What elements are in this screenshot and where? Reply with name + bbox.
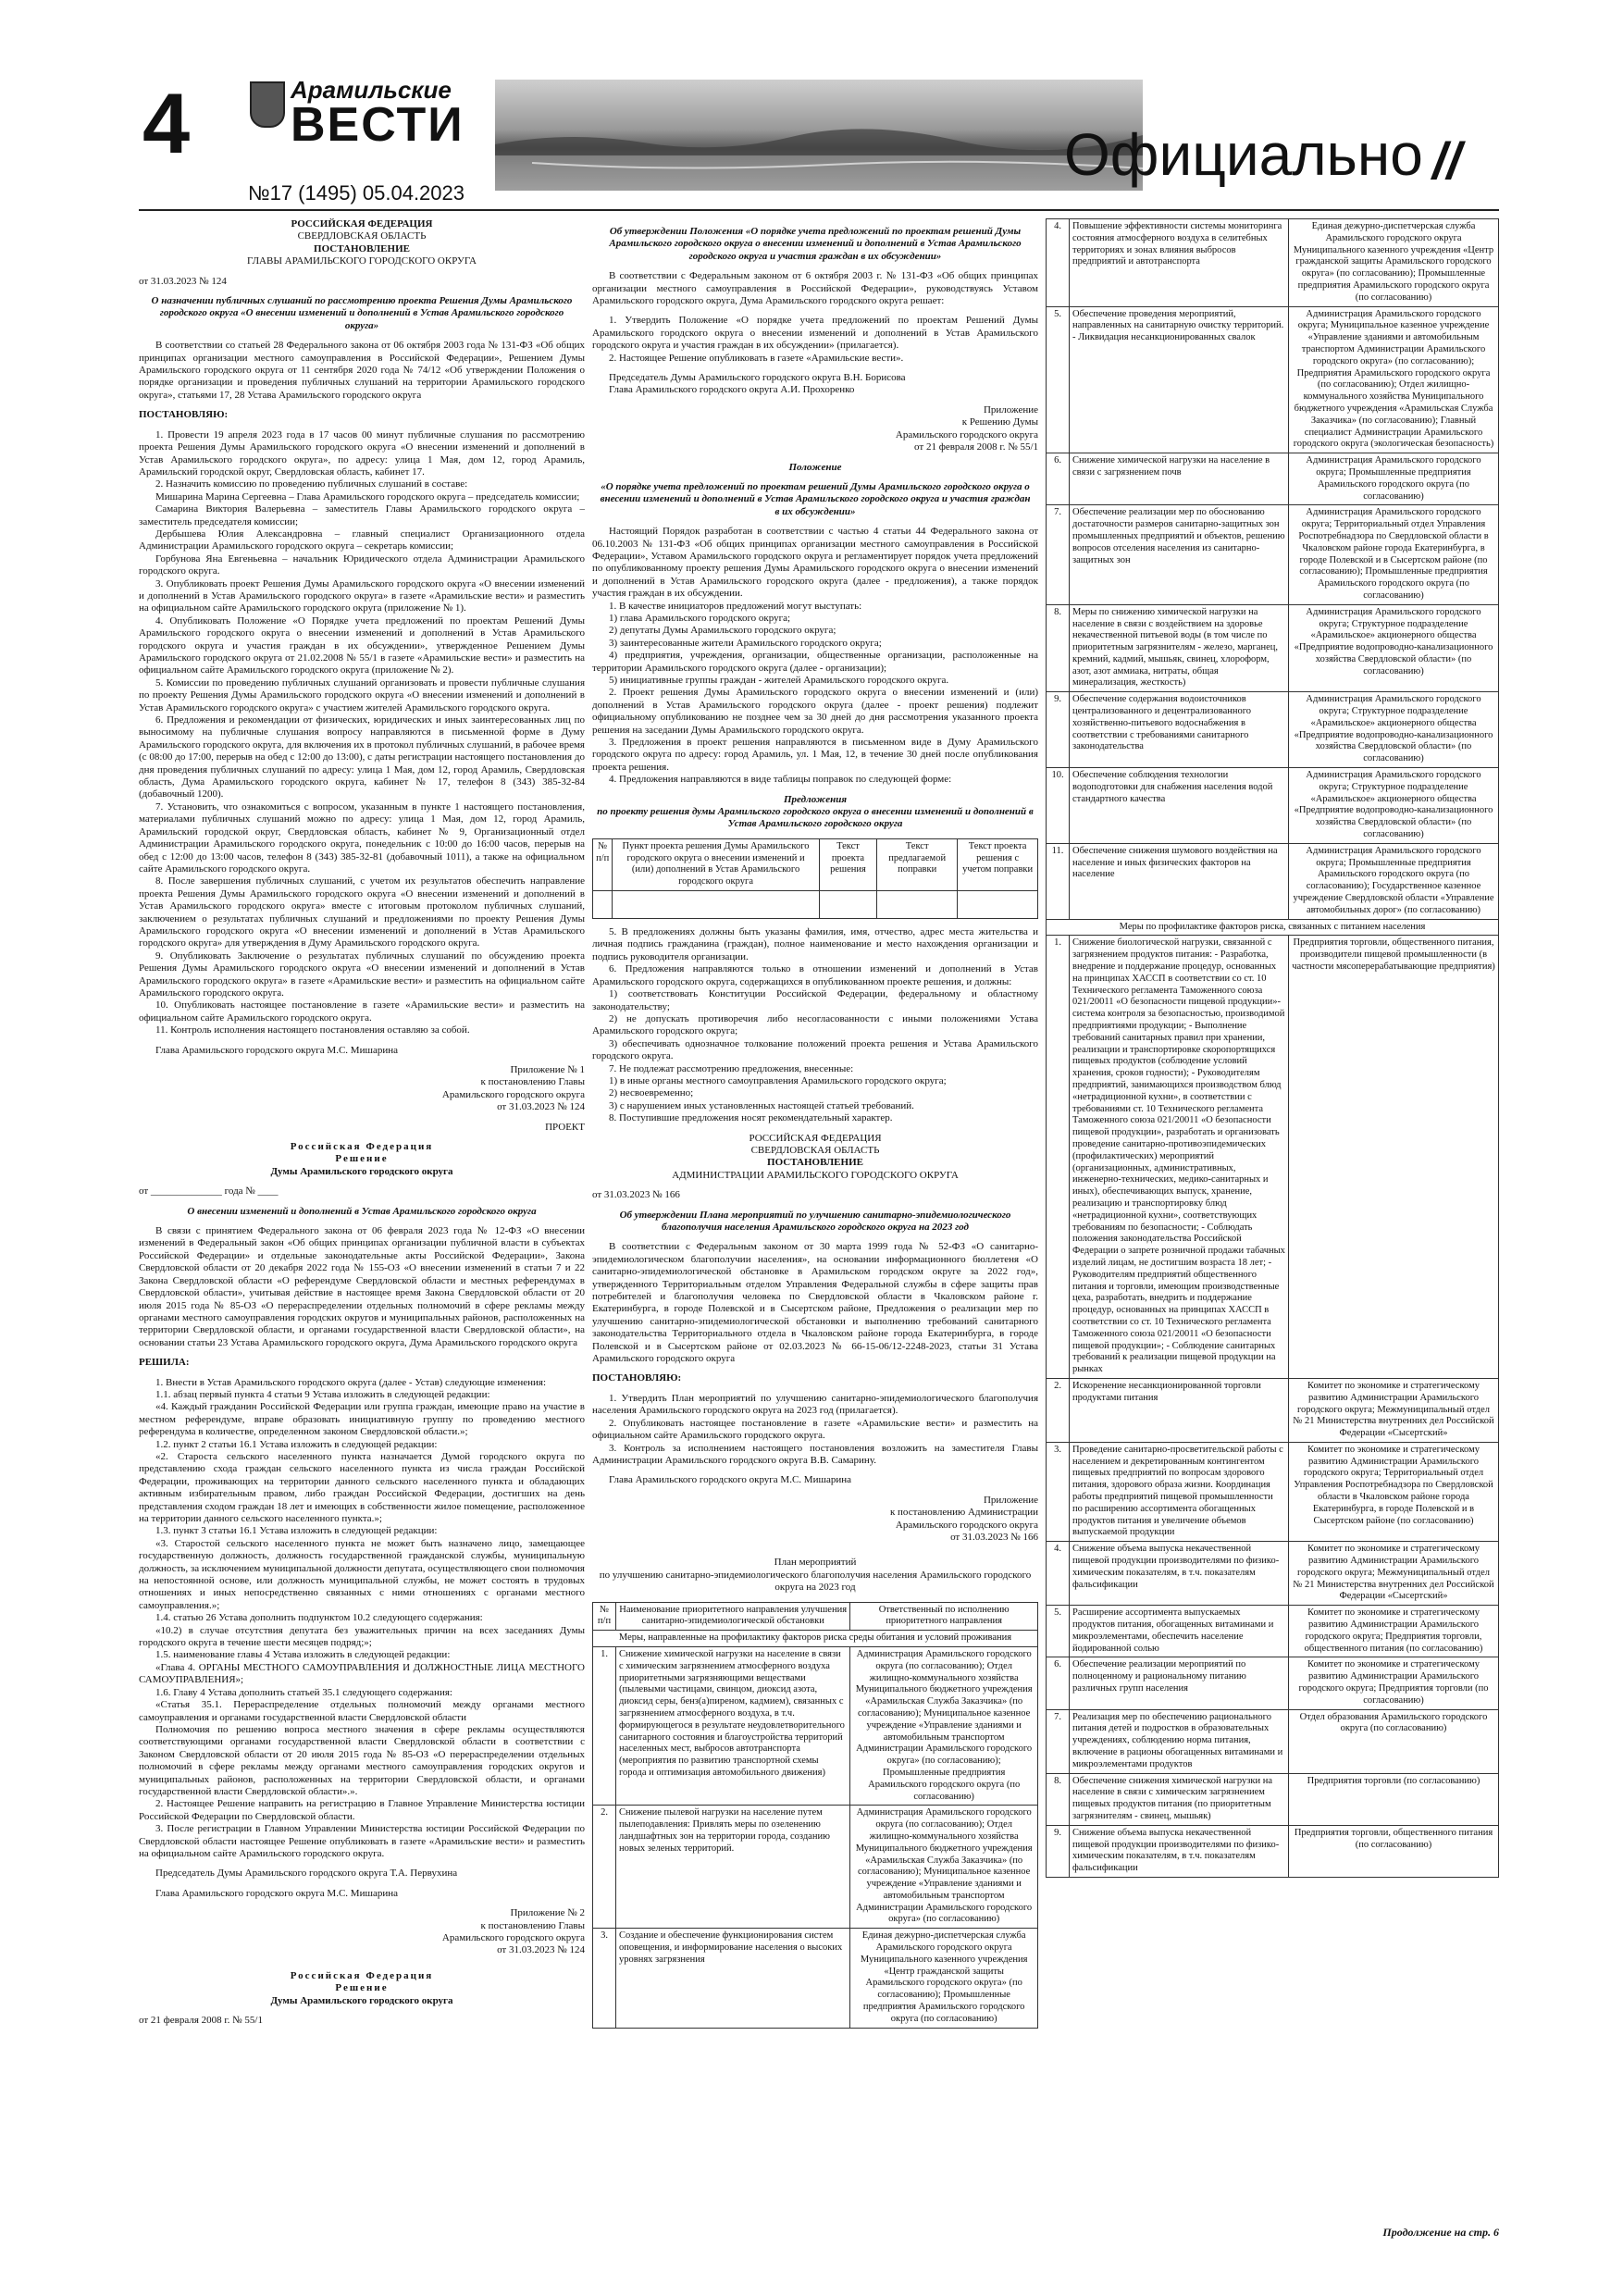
responsible-cell: Комитет по экономике и стратегическому развитию Администрации Арамильского городского округа; Межмуниципальный отдел № 21 Министерства внутренних дел Российской Федерации «Сысертский» xyxy=(1289,1542,1499,1606)
measure-cell: Снижение биологической нагрузки, связанной с загрязнением продуктов питания: - Разработка, внедрение и поддержание процедур, основанных на принципах ХАССП в соответствии со ст. 10 Технического регламента Таможенного союза 021/20011 «О безопасности пищевой продукции»-система контроля за безопасностью, производимой предприятиями продукции; - Выполнение требований санитарных правил при хранении, реализации и транспортировке скоропортящихся пищевых продуктов (соблюдение условий хранения, сроков годности); - Руководителям предприятий, занимающихся производством блюд «нетрадиционной кухни», в соответствии с требованиями ст. 10 Технического регламента Таможенного союза 021/20011 «О безопасности пищевой продукции», разработать и организовать проведение санитарно-противоэпидемических (профилактических) мероприятий (организационных, административных, инженерно-технических, медико-санитарных и иных), обеспечивающих выпуск, хранение, реализацию и транспортировку блюд «нетрадиционной кухни», соответствующих требованиям по безопасности; - Соблюдать положения законодательства Российской Федерации о запрете розничной продажи табачных изделий лицам, не достигшим возраста 18 лет; - Руководителям предприятий общественного питания и торговли, имеющим производственные цеха, разработать, внедрить и поддержание процедур, основанных на принципах ХАССП в соответствии со ст. 10 Технического регламента Таможенного союза 021/20011 «О безопасности пищевой продукции»; - Соблюдение санитарных требований к реализации пищевой продукции на рынках xyxy=(1070,936,1289,1378)
table-row xyxy=(593,891,1038,919)
responsible-cell: Отдел образования Арамильского городского округа (по согласованию) xyxy=(1289,1709,1499,1773)
paragraph: 1) в иные органы местного самоуправления Арамильского городского округа; xyxy=(609,1074,947,1086)
responsible-cell: Администрация Арамильского городского округа (по согласованию); Отдел жилищно-коммунального хозяйства Муниципального бюджетного учреждения «Арамильская Служба Заказчика» (по согласованию); Муниципальное казенное учреждение «Управление зданиями и автомобильным транспортом Администрации Арамильского городского округа» (по согласованию); Промышленные предприятия Арамильского городского округа (по согласованию) xyxy=(850,1646,1038,1805)
paragraph: 11. Контроль исполнения настоящего постановления оставляю за собой. xyxy=(155,1024,470,1036)
row-number: 6. xyxy=(1047,453,1070,505)
paragraph: В связи с принятием Федерального закона от 06 февраля 2023 года № 12-ФЗ «О внесении изменений в Федеральный закон «Об общих принципах организации публичной власти в субъектах Российской Федерации» и отдельные законодательные акты Российской Федерации», Закона Свердловской области от 20 декабря 2022 года № 155-ОЗ «О внесении изменений в статьи 7 и 22 Закона Свердловской области «О референдуме Свердловской области и местных референдумах в Свердловской области», учитывая действие в настоящее время Закона Свердловской области от 20 июля 2015 года № 85-ОЗ «О перераспределении отдельных полномочий в сфере рекламы между органами местного самоуправления городских округов и муниципальных районов, расположенных на территории Свердловской области, и органами государственной власти Свердловской области», на основании статьи 23 Устава Арамильского городского округа, Дума Арамильского городского округа xyxy=(139,1225,585,1348)
table-row xyxy=(1047,505,1499,604)
responsible-cell: Предприятия торговли (по согласованию) xyxy=(1289,1773,1499,1825)
responsible-cell: Единая дежурно-диспетчерская служба Арамильского городского округа Муниципального казенного учреждения «Центр гражданской защиты Арамильского городского округа» (по согласованию); Промышленные предприятия Арамильского городского округа (по согласованию) xyxy=(1289,219,1499,307)
table-header-row xyxy=(593,1602,1038,1631)
row-number: 6. xyxy=(1047,1657,1070,1709)
doc-date: от ______________ года № ____ xyxy=(139,1185,279,1198)
column-header: Наименование приоритетного направления улучшения санитарно-эпидемиологической обстановки xyxy=(616,1602,850,1631)
paragraph: Мишарина Марина Сергеевна – Глава Арамильского городского округа – председатель комиссии; xyxy=(155,490,580,503)
heading-rf: Российская Федерация xyxy=(290,1141,434,1153)
appendix-label: Приложение № 2 xyxy=(510,1907,585,1919)
row-number: 3. xyxy=(1047,1442,1070,1541)
heading-duma: Думы Арамильского городского округа xyxy=(270,1994,453,2006)
measure-cell: Снижение химической нагрузки на население в связи с загрязнением почв xyxy=(1070,453,1289,505)
measure-cell: Создание и обеспечение функционирования систем оповещения, и информирование населения о высоких уровнях загрязнения xyxy=(616,1929,850,2028)
table-row xyxy=(593,1806,1038,1929)
row-number: 7. xyxy=(1047,505,1070,604)
appendix-label: Приложение № 1 xyxy=(510,1064,585,1075)
column-header: № п/п xyxy=(593,838,613,890)
table-row xyxy=(1047,1606,1499,1657)
section-title: Официально xyxy=(1064,121,1423,188)
signature: Глава Арамильского городского округа М.С. Мишарина xyxy=(155,1044,398,1056)
measure-cell: Обеспечение содержания водоисточников централизованного и децентрализованного хозяйственно-питьевого водоснабжения в соответствии с требованиями санитарного законодательства xyxy=(1070,692,1289,768)
paragraph: 4) предприятия, учреждения, организации, общественные организации, расположенные на территории Арамильского городского округа (далее - организации); xyxy=(592,650,1038,674)
paragraph: 1.3. пункт 3 статьи 16.1 Устава изложить в следующей редакции: xyxy=(155,1525,438,1537)
paragraph: 3. После регистрации в Главном Управлении Министерства юстиции Российской Федерации по Свердловской области настоящее Решение опубликовать в газете «Арамильские вести» и разместить на официальном сайте Арамильского городского округа. xyxy=(139,1823,585,1859)
signature: Глава Арамильского городского округа М.С. Мишарина xyxy=(155,1887,398,1899)
responsible-cell: Администрация Арамильского городского округа; Структурное подразделение «Арамильское» акционерного общества «Предприятие водопроводно-канализационного хозяйства Свердловской области» (по согласованию) xyxy=(1289,768,1499,844)
issue-number: №17 (1495) 05.04.2023 xyxy=(248,181,465,205)
paragraph: Самарина Виктория Валерьевна – заместитель Главы Арамильского городского округа – заместитель председателя комиссии; xyxy=(139,503,585,527)
row-number: 1. xyxy=(593,1646,616,1805)
heading-rf: РОССИЙСКАЯ ФЕДЕРАЦИЯ xyxy=(291,218,433,230)
table-row xyxy=(1047,604,1499,692)
decree-label: ПОСТАНОВЛЯЮ: xyxy=(139,409,229,421)
signature: Глава Арамильского городского округа А.И. Прохоренко xyxy=(609,384,855,396)
heading-duma: Думы Арамильского городского округа xyxy=(270,1165,453,1177)
heading-region: СВЕРДЛОВСКАЯ ОБЛАСТЬ xyxy=(750,1144,880,1156)
paragraph: 5. В предложениях должны быть указаны фамилия, имя, отчество, адрес места жительства и личная подпись гражданина (граждан), полное наименование и место нахождения организации и подпись руководителя организации. xyxy=(592,926,1038,962)
heading-authority: ГЛАВЫ АРАМИЛЬСКОГО ГОРОДСКОГО ОКРУГА xyxy=(247,255,477,267)
heading-rf: РОССИЙСКАЯ ФЕДЕРАЦИЯ xyxy=(749,1132,882,1144)
paragraph: 3) обеспечивать однозначное толкование положений проекта решения и Устава Арамильского городского округа. xyxy=(592,1037,1038,1062)
section-label: Меры, направленные на профилактику факторов риска среды обитания и условий проживания xyxy=(593,1631,1038,1647)
table-row xyxy=(1047,1709,1499,1773)
plan-table xyxy=(592,1602,1038,2029)
column-header: Ответственный по исполнению приоритетного направления xyxy=(850,1602,1038,1631)
responsible-cell: Администрация Арамильского городского округа; Структурное подразделение «Арамильское» акционерного общества «Предприятие водопроводно-канализационного хозяйства Свердловской области» (по согласованию) xyxy=(1289,604,1499,692)
table-row xyxy=(1047,1825,1499,1877)
appendix-label: к постановлению Главы xyxy=(480,1919,585,1931)
table-subheading: по проекту решения думы Арамильского городского округа о внесении изменений и дополнений в Устав Арамильского городского округа xyxy=(597,806,1034,830)
measure-cell: Снижение объема выпуска некачественной пищевой продукции производителями по физико-химическим показателям, в т.ч. показателям фальсификации xyxy=(1070,1825,1289,1877)
responsible-cell: Администрация Арамильского городского округа; Структурное подразделение «Арамильское» акционерного общества «Предприятие водопроводно-канализационного хозяйства Свердловской области» (по согласованию) xyxy=(1289,692,1499,768)
paragraph: 3) заинтересованные жители Арамильского городского округа; xyxy=(609,637,882,649)
paragraph: 7. Не подлежат рассмотрению предложения, внесенные: xyxy=(609,1062,854,1074)
table-row xyxy=(1047,936,1499,1378)
paragraph: 1. Утвердить План мероприятий по улучшению санитарно-эпидемиологического благополучия населения Арамильского городского округа на 2023 год (прилагается). xyxy=(592,1392,1038,1417)
responsible-cell: Предприятия торговли, общественного питания, производители пищевой промышленности (в частности мясоперерабатывающие предприятия) xyxy=(1289,936,1499,1378)
appendix-label: к Решению Думы xyxy=(961,416,1038,428)
heading-doc-type: ПОСТАНОВЛЕНИЕ xyxy=(314,242,410,254)
table-row xyxy=(1047,692,1499,768)
column-header: Текст проекта решения с учетом поправки xyxy=(958,838,1038,890)
paragraph: 6. Предложения направляются только в отношении изменений и дополнений в Устав Арамильского городского округа, содержащихся в опубликованном проекте решения, и должны: xyxy=(592,963,1038,987)
decree-label: РЕШИЛА: xyxy=(139,1357,190,1369)
paragraph: 7. Установить, что ознакомиться с вопросом, указанным в пункте 1 настоящего постановления, материалами публичных слушаний можно по адресу: улица 1 Мая, дом 12, город Арамиль, Арамильский городской округ, Свердловская область, кабинет № 9, Организационный отдел Администрации Арамильского городского округа, понедельник с 10:00 до 16:00 часов, перерыв на обед с 12:00 до 13:00 часов, телефон 8 (343) 385-32-81 (добавочный 1011), а также на официальном сайте Арамильского городского округа. xyxy=(139,800,585,875)
heading-decision: Решение xyxy=(335,1153,389,1165)
column-header: Пункт проекта решения Думы Арамильского городского округа о внесении изменений и (или) дополнений в Устав Арамильского городского округа xyxy=(613,838,819,890)
appendix-label: от 31.03.2023 № 124 xyxy=(497,1944,585,1956)
paragraph: 3. Контроль за исполнением настоящего постановления возложить на заместителя Главы Администрации Арамильского городского округа В.В. Самарину. xyxy=(592,1442,1038,1466)
table-header-row xyxy=(593,838,1038,890)
row-number: 5. xyxy=(1047,1606,1070,1657)
paragraph: 1.1. абзац первый пункта 4 статьи 9 Устава изложить в следующей редакции: xyxy=(155,1388,490,1400)
logo-word-1: Арамильские xyxy=(291,76,452,104)
paragraph: 1. В качестве инициаторов предложений могут выступать: xyxy=(609,600,862,612)
table-heading: Предложения xyxy=(783,793,848,805)
measure-cell: Обеспечение проведения мероприятий, направленных на санитарную очистку территорий. - Ликвидация несанкционированных свалок xyxy=(1070,306,1289,453)
logo-word-2: ВЕСТИ xyxy=(291,98,465,152)
responsible-cell: Комитет по экономике и стратегическому развитию Администрации Арамильского городского округа; Предприятия торговли, общественного питания (по согласованию) xyxy=(1289,1606,1499,1657)
table-row xyxy=(1047,843,1499,919)
paragraph: В соответствии с Федеральным законом от 6 октября 2003 г. № 131-ФЗ «Об общих принципах организации местного самоуправления в Российской Федерации», руководствуясь Уставом Арамильского городского округа, Дума Арамильского городского округа решает: xyxy=(592,270,1038,307)
measure-cell: Снижение пылевой нагрузки на население путем пылеподавления: Привлять меры по озеленению ландшафтных зон на территории города, созданию новых зеленых территорий. xyxy=(616,1806,850,1929)
measure-cell: Обеспечение реализации мер по обоснованию достаточности размеров санитарно-защитных зон промышленных предприятий и объектов, решению вопросов отселения населения из санитарно-защитных зон xyxy=(1070,505,1289,604)
column-header: № п/п xyxy=(593,1602,616,1631)
plan-table-continued xyxy=(1046,218,1499,1878)
responsible-cell: Комитет по экономике и стратегическому развитию Администрации Арамильского городского округа; Предприятия торговли (по согласованию) xyxy=(1289,1657,1499,1709)
table-row xyxy=(1047,453,1499,505)
signature: Председатель Думы Арамильского городского округа Т.А. Первухина xyxy=(155,1868,458,1880)
doc-title: О назначении публичных слушаний по рассмотрению проекта Решения Думы Арамильского городского округа «О внесении изменений и дополнений в Устав Арамильского городского округа» xyxy=(151,295,573,331)
responsible-cell: Администрация Арамильского городского округа (по согласованию); Отдел жилищно-коммунального хозяйства Муниципального бюджетного учреждения «Арамильская Служба Заказчика» (по согласованию); Муниципальное казенное учреждение «Управление зданиями и автомобильным транспортом Администрации Арамильского городского округа» (по согласованию) xyxy=(850,1806,1038,1929)
paragraph: 2. Настоящее Решение опубликовать в газете «Арамильские вести». xyxy=(609,352,904,364)
paragraph: 3. Предложения в проект решения направляются в письменном виде в Думу Арамильского городского округа по адресу: город Арамиль, ул. 1 Мая, 12, в течение 30 дней после опубликования проекта решения. xyxy=(592,737,1038,773)
paragraph: 4. Предложения направляются в виде таблицы поправок по следующей форме: xyxy=(609,774,952,786)
regulation-heading: Положение xyxy=(788,461,842,473)
paragraph: 2) несвоевременно; xyxy=(609,1087,694,1099)
appendix-label: Арамильского городского округа xyxy=(895,428,1038,441)
measure-cell: Проведение санитарно-просветительской работы с населением и декретированным контингентом пищевых предприятий по вопросам здорового питания, здорового образа жизни. Координация работы предприятий пищевой промышленности по расширению ассортимента обогащенных продуктов питания и увеличение объемов выпускаемой продукции xyxy=(1070,1442,1289,1541)
paragraph: 1) соответствовать Конституции Российской Федерации, федеральному и областному законодательству; xyxy=(592,988,1038,1012)
paragraph: «10.2) в случае отсутствия депутата без уважительных причин на всех заседаниях Думы городского округа в течение шести месяцев подряд;»; xyxy=(139,1624,585,1649)
heading-decision: Решение xyxy=(335,1982,389,1994)
measure-cell: Снижение химической нагрузки на население в связи с химическим загрязнением атмосферного воздуха приоритетными загрязняющими веществами (пылевыми частицами, свинцом, диоксид азота, диоксид серы, бенз(а)пиреном, кадмием), связанных с загрязнением атмосферного воздуха, в т.ч. формирующегося в результате неудовлетворительного санитарного состояния и благоустройства территорий населенных мест, выбросов автотранспорта (мероприятия по развитию транспортной схемы города и оптимизация автомобильного движения) xyxy=(616,1646,850,1805)
responsible-cell: Администрация Арамильского городского округа; Промышленные предприятия Арамильского городского округа (по согласованию) xyxy=(1289,453,1499,505)
row-number: 4. xyxy=(1047,1542,1070,1606)
row-number: 10. xyxy=(1047,768,1070,844)
paragraph: В соответствии с Федеральным законом от 30 марта 1999 года № 52-ФЗ «О санитарно-эпидемиологическом благополучии населения», на основании информационного бюллетеня «О санитарно-эпидемиологической обстановке в Арамильском городском округе за 2022 год», утвержденного Территориальным отделом Управления Федеральной службы в сфере защиты прав потребителей и благополучия человека по Свердловской области в Чкаловском районе г. Екатеринбурга, в городе Полевской и в Сысертском районе, Предложения о реализации мер по улучшению санитарно-эпидемиологической обстановки и выполнению требований санитарного законодательства Территориального отдела в Чкаловском районе города Екатеринбурга, в городе Полевской и в Сысертском районе от 02.03.2023 № 66-15-06/12-2248-2023, статьи 31 Устава Арамильского городского округа xyxy=(592,1241,1038,1365)
appendix-label: к постановлению Администрации xyxy=(889,1507,1038,1519)
decree-label: ПОСТАНОВЛЯЮ: xyxy=(592,1372,682,1384)
column-3 xyxy=(1046,218,1499,2217)
responsible-cell: Комитет по экономике и стратегическому развитию Администрации Арамильского городского округа; Межмуниципальный отдел № 21 Министерства внутренних дел Российской Федерации «Сысертский» xyxy=(1289,1378,1499,1442)
paragraph: 2) не допускать противоречия либо несогласованности с иными положениями Устава Арамильского городского округа; xyxy=(592,1012,1038,1037)
paragraph: 2. Проект решения Думы Арамильского городского округа о внесении изменений и (или) дополнений в Устав Арамильского городского округа (далее - проект решения) подлежит официальному опубликованию не позднее чем за 30 дней до дня рассмотрения указанного проекта решения на заседании Думы Арамильского городского округа. xyxy=(592,687,1038,736)
table-row xyxy=(1047,1657,1499,1709)
row-number: 3. xyxy=(593,1929,616,2028)
paragraph: 5. Комиссии по проведению публичных слушаний организовать и провести публичные слушания по проекту Решения Думы Арамильского городского округа «О внесении изменений и дополнений в Устав Арамильского городского округа» с участием жителей Арамильского городского округа. xyxy=(139,676,585,714)
paragraph: Настоящий Порядок разработан в соответствии с частью 4 статьи 44 Федерального закона от 06.10.2003 № 131-ФЗ «Об общих принципах организации местного самоуправления в Российской Федерации», Уставом Арамильского городского округа и регламентирует порядок учета предложений по опубликованному проекту решения Думы Арамильского городского округа о внесении изменений и дополнений в Устав Арамильского городского округа (далее - предложения), а также порядок участия граждан в их обсуждении. xyxy=(592,526,1038,600)
appendix-label: Арамильского городского округа xyxy=(441,1932,585,1943)
amendments-table xyxy=(592,838,1038,919)
responsible-cell: Администрация Арамильского городского округа; Территориальный отдел Управления Роспотребнадзора по Свердловской области в Чкаловском районе города Екатеринбурга, в городе Полевской и в Сысертском районе (по согласованию); Промышленные предприятия Арамильского городского округа (по согласованию) xyxy=(1289,505,1499,604)
doc-date: от 31.03.2023 № 124 xyxy=(139,275,227,287)
row-number: 7. xyxy=(1047,1709,1070,1773)
paragraph: 2) депутаты Думы Арамильского городского округа; xyxy=(609,625,836,637)
doc-date: от 31.03.2023 № 166 xyxy=(592,1189,680,1201)
row-number: 11. xyxy=(1047,843,1070,919)
responsible-cell: Единая дежурно-диспетчерская служба Арамильского городского округа Муниципального казенного учреждения «Центр гражданской защиты Арамильского городского округа» (по согласованию); Промышленные предприятия Арамильского городского округа (по согласованию) xyxy=(850,1929,1038,2028)
plan-heading: План мероприятий xyxy=(774,1557,857,1569)
measure-cell: Обеспечение снижения шумового воздействия на население и иных физических факторов на население xyxy=(1070,843,1289,919)
double-slash-icon: // xyxy=(1432,131,1462,190)
appendix-label: к постановлению Главы xyxy=(480,1076,585,1088)
measure-cell: Искоренение несанкционированной торговли продуктами питания xyxy=(1070,1378,1289,1442)
measure-cell: Обеспечение реализации мероприятий по полноценному и рациональному питанию различных групп населения xyxy=(1070,1657,1289,1709)
paragraph: 2. Назначить комиссию по проведению публичных слушаний в составе: xyxy=(155,478,468,490)
paragraph: В соответствии со статьей 28 Федерального закона от 06 октября 2003 года № 131-ФЗ «Об общих принципах организации местного самоуправления в Российской Федерации», Решением Думы Арамильского городского округа от 11 сентября 2020 года № 74/12 «Об утверждении Положения о порядке организации и проведения публичных слушаний на территории Арамильского городского округа», статьями 17, 28 Устава Арамильского городского округа xyxy=(139,340,585,401)
section-label: Меры по профилактике факторов риска, связанных с питанием населения xyxy=(1047,919,1499,936)
paragraph: Полномочия по решению вопроса местного значения в сфере рекламы осуществляются соответствующими органами государственной власти Свердловской области в соответствии с Законом Свердловской области от 20 июля 2015 года № 85-ОЗ «О перераспределении отдельных полномочий в сфере рекламы между органами местного самоуправления городских округов и муниципальных районов, расположенных на территории Свердловской области, и органами государственной власти Свердловской области».». xyxy=(139,1723,585,1797)
row-number: 2. xyxy=(593,1806,616,1929)
landscape-banner xyxy=(495,80,1143,191)
paragraph: 1. Внести в Устав Арамильского городского округа (далее - Устав) следующие изменения: xyxy=(155,1376,547,1388)
column-header: Текст предлагаемой поправки xyxy=(877,838,958,890)
paragraph: Дербышева Юлия Александровна – главный специалист Организационного отдела Администрации Арамильского городского округа – секретарь комиссии; xyxy=(139,527,585,552)
paragraph: «4. Каждый гражданин Российской Федерации или группа граждан, имеющие право на участие в местном референдуме, вправе образовать инициативную группу по проведению местного референдума в количестве, определенном законом Свердловской области.»; xyxy=(139,1401,585,1438)
column-2 xyxy=(592,218,1038,2227)
paragraph: «Статья 35.1. Перераспределение отдельных полномочий между органами местного самоуправления и органами государственной власти Свердловской области xyxy=(139,1699,585,1723)
paragraph: 6. Предложения и рекомендации от физических, юридических и иных заинтересованных лиц по выносимому на публичные слушания вопросу направляются в письменной форме в Думу Арамильского городского округа, для включения их в протокол публичных слушаний, в рабочее время (с 08:00 до 17:00, перерыв на обед с 12:00 до 13:00), с даты регистрации настоящего постановления до дня проведения публичных слушаний по адресу: улица 1 Мая, дом 12, город Арамиль, Свердловская область, Дума Арамильского городского округа, кабинет № 17, телефон 8 (343) 385-32-84 (добавочный 1200). xyxy=(139,714,585,800)
appendix-label: от 31.03.2023 № 124 xyxy=(497,1101,585,1113)
project-label: ПРОЕКТ xyxy=(545,1121,585,1133)
row-number: 1. xyxy=(1047,936,1070,1378)
measure-cell: Обеспечение соблюдения технологии водоподготовки для снабжения населения водой стандартного качества xyxy=(1070,768,1289,844)
signature: Председатель Думы Арамильского городского округа В.Н. Борисова xyxy=(609,372,906,384)
paragraph: 9. Опубликовать Заключение о результатах публичных слушаний по обсуждению проекта Решения Думы Арамильского городского округа «О внесении изменений и дополнений в Устав Арамильского городского округа» в газете «Арамильские вести» и разместить на официальном сайте Арамильского городского округа. xyxy=(139,949,585,999)
page-number: 4 xyxy=(142,77,191,171)
row-number: 4. xyxy=(1047,219,1070,307)
row-number: 9. xyxy=(1047,1825,1070,1877)
appendix-label: Приложение xyxy=(983,403,1038,416)
row-number: 8. xyxy=(1047,604,1070,692)
row-number: 9. xyxy=(1047,692,1070,768)
paragraph: 1.4. статью 26 Устава дополнить подпунктом 10.2 следующего содержания: xyxy=(155,1612,483,1624)
doc-title: Об утверждении Положения «О порядке учета предложений по проектам решений Думы Арамильского городского округа о внесении изменений и дополнений в Устав Арамильского городского округа и участия граждан в их обсуждении» xyxy=(609,226,1022,262)
doc-date: от 21 февраля 2008 г. № 55/1 xyxy=(139,2015,263,2027)
paragraph: «Глава 4. ОРГАНЫ МЕСТНОГО САМОУПРАВЛЕНИЯ И ДОЛЖНОСТНЫЕ ЛИЦА МЕСТНОГО САМОУПРАВЛЕНИЯ»; xyxy=(139,1661,585,1686)
measure-cell: Расширение ассортимента выпускаемых продуктов питания, обогащенных витаминами и микроэлементами, обеспечить население йодированной солью xyxy=(1070,1606,1289,1657)
plan-title: по улучшению санитарно-эпидемиологического благополучия населения Арамильского городского округа на 2023 год xyxy=(599,1569,1032,1594)
paragraph: 8. После завершения публичных слушаний, с учетом их результатов обеспечить направление проекта Решения Думы Арамильского городского округа «О внесении изменений и дополнений в Устав Арамильского городского округа» вместе с итоговым протоколом публичных слушаний, заключением о результатах публичных слушаний и предложениями по проекту Решения Думы Арамильского городского округа «О внесении изменений и дополнений в Устав Арамильского городского округа» для утверждения в Думу Арамильского городского округа. xyxy=(139,875,585,949)
paragraph: «3. Старостой сельского населенного пункта не может быть назначено лицо, замещающее государственную должность, должность государственной гражданской службы, муниципальную должность, за исключением муниципальной должности депутата, осуществляющего свои полномочия на непостоянной основе, или должность муниципальной службы, не может состоять в трудовых отношениях и иных непосредственно связанных с ними отношениях с органами местного самоуправления.»; xyxy=(139,1537,585,1611)
regulation-title: «О порядке учета предложений по проектам решений Думы Арамильского городского округа о внесении изменений и дополнений в Устав Арамильского городского округа и участия граждан в их обсуждении» xyxy=(600,480,1031,517)
continued-label: Продолжение на стр. 6 xyxy=(1382,2226,1499,2239)
column-1 xyxy=(139,218,585,2227)
paragraph: 1.6. Главу 4 Устава дополнить статьей 35.1 следующего содержания: xyxy=(155,1686,452,1698)
heading-rf: Российская Федерация xyxy=(290,1969,434,1981)
table-section-row xyxy=(1047,919,1499,936)
table-row xyxy=(1047,219,1499,307)
doc-title: О внесении изменений и дополнений в Устав Арамильского городского округа xyxy=(187,1205,537,1217)
appendix-label: Арамильского городского округа xyxy=(441,1088,585,1100)
paragraph: 8. Поступившие предложения носят рекомендательный характер. xyxy=(609,1112,893,1124)
measure-cell: Обеспечение снижения химической нагрузки на население в связи с химическим загрязнением пищевых продуктов питания (по приоритетным загрязнителям - свинец, мышьяк) xyxy=(1070,1773,1289,1825)
table-row xyxy=(1047,1378,1499,1442)
signature: Глава Арамильского городского округа М.С. Мишарина xyxy=(609,1474,851,1486)
paragraph: 4. Опубликовать Положение «О Порядке учета предложений по проектам Решений Думы Арамильского городского округа о внесении изменений и дополнений в Устав Арамильского городского округа и участия граждан в их обсуждении», утвержденное Решением Думы Арамильского городского округа от 21.02.2008 № 55/1 в газете «Арамильские вести» и разместить на официальном сайте Арамильского городского округа (приложение № 2). xyxy=(139,614,585,676)
paragraph: «2. Староста сельского населенного пункта назначается Думой городского округа по представлению схода граждан сельского населенного пункта из числа граждан Российской Федерации, проживающих на территории данного сельского населенного пункта и обладающих активным избирательным правом, либо граждан Российской Федерации, достигших на день представления сходом граждан 18 лет и имеющих в собственности жилое помещение, расположенное на территории данного сельского населенного пункта.»; xyxy=(139,1450,585,1524)
measure-cell: Снижение объема выпуска некачественной пищевой продукции производителями по физико-химическим показателям, в т.ч. показателям фальсификации xyxy=(1070,1542,1289,1606)
measure-cell: Повышение эффективности системы мониторинга состояния атмосферного воздуха в селитебных территориях и зонах влияния выбросов предприятий и автотранспорта xyxy=(1070,219,1289,307)
table-row xyxy=(593,1646,1038,1805)
table-row xyxy=(593,1929,1038,2028)
paragraph: 1) глава Арамильского городского округа; xyxy=(609,612,791,624)
paragraph: 2. Настоящее Решение направить на регистрацию в Главное Управление Министерства юстиции Российской Федерации по Свердловской области. xyxy=(139,1798,585,1822)
paragraph: 1.2. пункт 2 статьи 16.1 Устава изложить в следующей редакции: xyxy=(155,1438,438,1450)
heading-doc-type: ПОСТАНОВЛЕНИЕ xyxy=(767,1157,863,1169)
responsible-cell: Администрация Арамильского городского округа; Муниципальное казенное учреждение «Управление зданиями и автомобильным транспортом Администрации Арамильского городского округа» (по согласованию); Предприятия Арамильского городского округа (по согласованию); Отдел жилищно-коммунального хозяйства Муниципального бюджетного учреждения «Арамильская Служба Заказчика» (по согласованию); Главный специалист Администрации Арамильского городского округа (экологическая безопасность) xyxy=(1289,306,1499,453)
paragraph: 3) с нарушением иных установленных настоящей статьей требований. xyxy=(609,1099,914,1111)
responsible-cell: Администрация Арамильского городского округа; Промышленные предприятия Арамильского городского округа (по согласованию); Государственное казенное учреждение Свердловской области «Управление автомобильных дорог» (по согласованию) xyxy=(1289,843,1499,919)
responsible-cell: Предприятия торговли, общественного питания (по согласованию) xyxy=(1289,1825,1499,1877)
measure-cell: Меры по снижению химической нагрузки на население в связи с воздействием на здоровье некачественной питьевой воды (в том числе по приоритетным загрязнителям - железо, марганец, кремний, кадмий, мышьяк, свинец, хлороформ, азот, азот аммиака, нитраты, общая минерализация, жесткость) xyxy=(1070,604,1289,692)
appendix-label: Приложение xyxy=(983,1494,1038,1506)
table-row xyxy=(1047,306,1499,453)
paragraph: 3. Опубликовать проект Решения Думы Арамильского городского округа «О внесении изменений и дополнений в Устав Арамильского городского округа» в газете «Арамильские вести» и разместить на официальном сайте Арамильского городского округа (приложение № 1). xyxy=(139,577,585,614)
masthead xyxy=(139,72,1499,206)
table-row xyxy=(1047,1442,1499,1541)
paragraph: 1.5. наименование главы 4 Устава изложить в следующей редакции: xyxy=(155,1649,451,1661)
paragraph: Горбунова Яна Евгеньевна – начальник Юридического отдела Администрации Арамильского городского округа. xyxy=(139,552,585,577)
table-row xyxy=(1047,1542,1499,1606)
measure-cell: Реализация мер по обеспечению рационального питания детей и подростков в образовательных учреждениях, соблюдению норма питания, включение в рационы обогащенных витаминами и микроэлементами продуктов xyxy=(1070,1709,1289,1773)
row-number: 5. xyxy=(1047,306,1070,453)
appendix-label: от 21 февраля 2008 г. № 55/1 xyxy=(914,441,1038,453)
responsible-cell: Комитет по экономике и стратегическому развитию Администрации Арамильского городского округа; Территориальный отдел Управления Роспотребнадзора по Свердловской области в Чкаловском районе города Екатеринбурга, в городе Полевской и в Сысертском районе (по согласованию) xyxy=(1289,1442,1499,1541)
table-row xyxy=(1047,768,1499,844)
paragraph: 2. Опубликовать настоящее постановление в газете «Арамильские вести» и разместить на официальном сайте Арамильского городского округа. xyxy=(592,1417,1038,1442)
paragraph: 10. Опубликовать настоящее постановление в газете «Арамильские вести» и разместить на официальном сайте Арамильского городского округа. xyxy=(139,999,585,1024)
row-number: 8. xyxy=(1047,1773,1070,1825)
column-header: Текст проекта решения xyxy=(819,838,876,890)
paragraph: 1. Утвердить Положение «О порядке учета предложений по проектам Решений Думы Арамильского городского округа о внесении изменений и дополнений в Устав Арамильского городского округа и участия граждан в их обсуждении» (прилагается). xyxy=(592,315,1038,352)
appendix-label: от 31.03.2023 № 166 xyxy=(950,1531,1038,1543)
crest-icon xyxy=(250,81,285,128)
table-row xyxy=(1047,1773,1499,1825)
appendix-label: Арамильского городского округа xyxy=(895,1519,1038,1531)
heading-authority: АДМИНИСТРАЦИИ АРАМИЛЬСКОГО ГОРОДСКОГО ОКРУГА xyxy=(672,1169,959,1181)
paragraph: 5) инициативные группы граждан - жителей Арамильского городского округа. xyxy=(609,675,949,686)
header-rule xyxy=(139,209,1499,211)
paragraph: 1. Провести 19 апреля 2023 года в 17 часов 00 минут публичные слушания по рассмотрению проекта Решения Думы Арамильского городского округа «О внесении изменений и дополнений в Устав Арамильского городского округа», по адресу: улица 1 Мая, дом 12, город Арамиль, Арамильский городской округ, Свердловская область, кабинет 17. xyxy=(139,428,585,478)
heading-region: СВЕРДЛОВСКАЯ ОБЛАСТЬ xyxy=(297,230,427,242)
row-number: 2. xyxy=(1047,1378,1070,1442)
doc-title: Об утверждении Плана мероприятий по улучшению санитарно-эпидемиологического благополучия населения Арамильского городского округа на 2023 год xyxy=(619,1209,1011,1233)
table-section-row xyxy=(593,1631,1038,1647)
